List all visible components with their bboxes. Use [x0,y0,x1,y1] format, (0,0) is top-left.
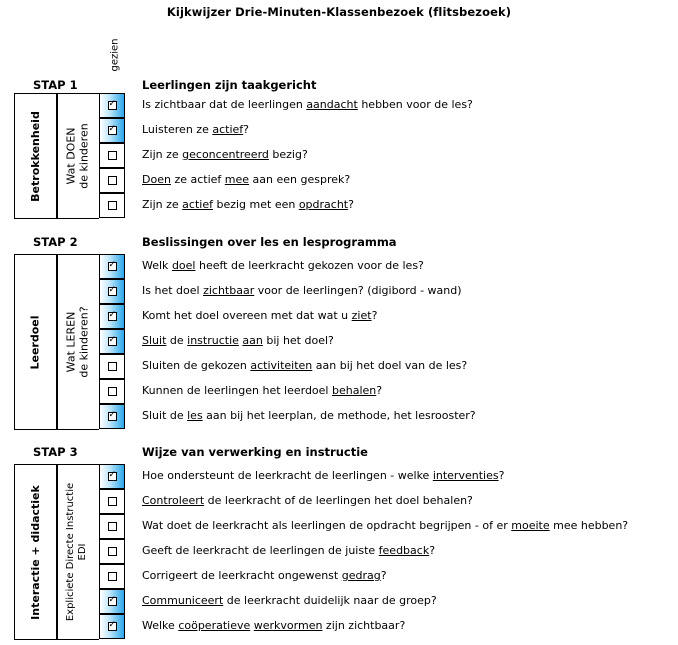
gezien-cell [99,539,125,564]
question-text: Zijn ze actief bezig met een opdracht? [142,198,354,211]
question-text: Sluiten de gekozen activiteiten aan bij het doel van de les? [142,359,468,372]
gezien-cell [99,168,125,193]
question-text: Luisteren ze actief? [142,123,249,136]
section-1-sub-line1: Wat DOEN [64,127,78,185]
check-icon: ✓ [108,260,117,270]
gezien-checkbox[interactable] [108,176,117,185]
question-text: Is zichtbaar dat de leerlingen aandacht hebben voor de les? [142,98,473,111]
stap-3-label: STAP 3 [33,445,78,459]
gezien-checkbox[interactable] [108,472,117,481]
gezien-checkbox[interactable] [108,597,117,606]
section-2-category-label: Leerdoel [29,314,42,370]
gezien-cell [99,304,125,329]
stap-1-label: STAP 1 [33,78,78,92]
stap-2-label: STAP 2 [33,235,78,249]
section-1-category-label: Betrokkenheid [29,110,42,202]
gezien-checkbox[interactable] [108,412,117,421]
gezien-cell [99,143,125,168]
section-2-category [14,254,58,430]
gezien-cell [99,564,125,589]
question-text: Is het doel zichtbaar voor de leerlingen? (digibord - wand) [142,284,462,297]
section-3-title: Wijze van verwerking en instructie [142,445,368,459]
gezien-cell [99,404,125,429]
check-icon: ✓ [108,335,117,345]
section-1-subcategory [56,93,99,219]
gezien-checkbox[interactable] [108,312,117,321]
check-icon: ✓ [108,620,117,630]
gezien-checkbox[interactable] [108,572,117,581]
section-3-sub-line2: EDI [77,543,89,561]
gezien-checkbox[interactable] [108,287,117,296]
section-1-category [14,93,58,219]
question-text: Zijn ze geconcentreerd bezig? [142,148,308,161]
gezien-cell [99,329,125,354]
gezien-checkbox[interactable] [108,337,117,346]
gezien-cell [99,354,125,379]
check-icon: ✓ [108,99,117,109]
gezien-cell [99,614,125,639]
question-text: Corrigeert de leerkracht ongewenst gedrag? [142,569,387,582]
check-icon: ✓ [108,410,117,420]
section-1-sub-line2: de kinderen [77,123,91,189]
section-1-title: Leerlingen zijn taakgericht [142,78,317,92]
question-text: Welke coöperatieve werkvormen zijn zichtbaar? [142,619,406,632]
gezien-cell [99,93,125,118]
section-3-subcategory [56,464,99,640]
section-2-sub-line1: Wat LEREN [64,311,78,373]
gezien-cell [99,193,125,218]
gezien-cell [99,279,125,304]
gezien-checkbox[interactable] [108,201,117,210]
gezien-checkbox[interactable] [108,497,117,506]
question-text: Doen ze actief mee aan een gesprek? [142,173,351,186]
gezien-checkbox[interactable] [108,151,117,160]
question-text: Hoe ondersteunt de leerkracht de leerlingen - welke interventies? [142,469,505,482]
gezien-cell [99,254,125,279]
gezien-cell [99,514,125,539]
section-3-category [14,464,58,640]
gezien-cell [99,379,125,404]
column-header-gezien [105,35,125,75]
question-text: Sluit de instructie aan bij het doel? [142,334,334,347]
check-icon: ✓ [108,310,117,320]
gezien-checkbox[interactable] [108,101,117,110]
question-text: Sluit de les aan bij het leerplan, de methode, het lesrooster? [142,409,476,422]
column-header-label: gezien [109,38,121,72]
question-text: Controleert de leerkracht of de leerlingen het doel behalen? [142,494,473,507]
gezien-cell [99,489,125,514]
gezien-checkbox[interactable] [108,362,117,371]
question-text: Communiceert de leerkracht duidelijk naar de groep? [142,594,437,607]
section-2-title: Beslissingen over les en lesprogramma [142,235,397,249]
check-icon: ✓ [108,595,117,605]
question-text: Kunnen de leerlingen het leerdoel behalen? [142,384,383,397]
check-icon: ✓ [108,285,117,295]
question-text: Wat doet de leerkracht als leerlingen de opdracht begrijpen - of er moeite mee hebben? [142,519,629,532]
gezien-checkbox[interactable] [108,622,117,631]
section-2-subcategory [56,254,99,430]
question-text: Welk doel heeft de leerkracht gekozen voor de les? [142,259,424,272]
section-2-sub-line2: de kinderen? [77,306,91,378]
check-icon: ✓ [108,470,117,480]
section-3-category-label: Interactie + didactiek [29,484,42,620]
question-text: Komt het doel overeen met dat wat u ziet? [142,309,378,322]
gezien-checkbox[interactable] [108,522,117,531]
page-title: Kijkwijzer Drie-Minuten-Klassenbezoek (flitsbezoek) [166,5,512,19]
gezien-checkbox[interactable] [108,262,117,271]
gezien-cell [99,118,125,143]
gezien-cell [99,589,125,614]
gezien-checkbox[interactable] [108,547,117,556]
gezien-cell [99,464,125,489]
gezien-checkbox[interactable] [108,126,117,135]
question-text: Geeft de leerkracht de leerlingen de juiste feedback? [142,544,436,557]
gezien-checkbox[interactable] [108,387,117,396]
section-3-sub-line1: Expliciete Directe Instructie [65,482,77,622]
check-icon: ✓ [108,124,117,134]
